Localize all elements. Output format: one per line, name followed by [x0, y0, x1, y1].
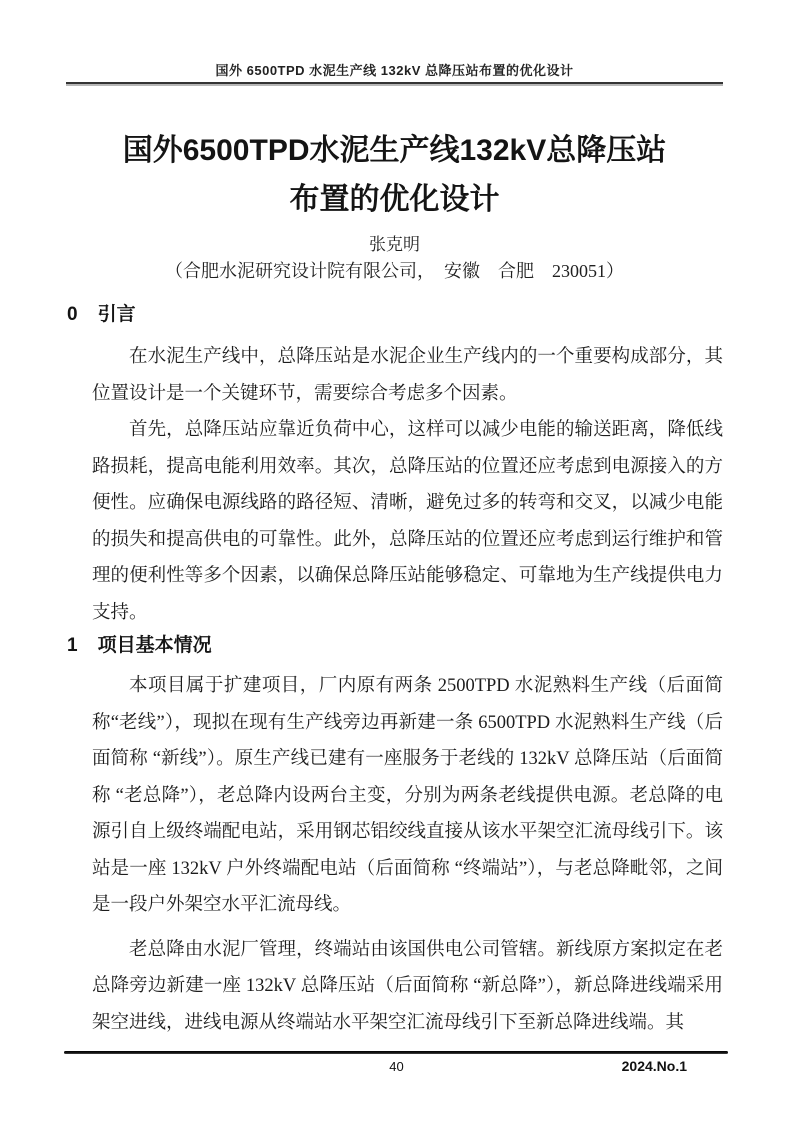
section-heading-0 [66, 300, 723, 330]
footer-rule [64, 1051, 728, 1054]
article-title-line2: 布置的优化设计 [289, 183, 500, 216]
section-heading-1 [66, 631, 723, 661]
paragraph: 老总降由水泥厂管理，终端站由该国供电公司管辖。新线原方案拟定在老总降旁边新建一座 132kV 总降压站（后面简称 “新总降”），新总降进线端采用架空进线，进线电源从终端站水平架空汇流母线引下至新总降进线端。其 [92, 939, 723, 1033]
section-number: 0 [67, 304, 78, 325]
running-header-title: 国外 6500TPD 水泥生产线 132kV 总降压站布置的优化设计 [215, 63, 574, 78]
section-title: 项目基本情况 [97, 635, 212, 656]
paragraph: 本项目属于扩建项目，厂内原有两条 2500TPD 水泥熟料生产线（后面简称“老线”），现拟在现有生产线旁边再新建一条 6500TPD 水泥熟料生产线（后面简称 “新线”）。原生产线已建有一座服务于老线的 132kV 总降压站（后面简称 “老总降”），老总降内设两台主变，分别为两条老线提供电源。老总降的电源引自上级终端配电站，采用钢芯铝绞线直接从该水平架空汇流母线引下。该站是一座 132kV 户外终端配电站（后面简称 “终端站”），与老总降毗邻，之间是一段户外架空水平汇流母线。 [92, 676, 723, 915]
page-number: 40 [389, 1059, 404, 1074]
section-title: 引言 [97, 304, 136, 325]
author-affiliation: （合肥水泥研究设计院有限公司， 安徽 合肥 230051） [165, 261, 624, 281]
paragraph: 首先，总降压站应靠近负荷中心，这样可以减少电能的输送距离，降低线路损耗，提高电能利用效率。其次，总降压站的位置还应考虑到电源接入的方便性。应确保电源线路的路径短、清晰，避免过多的转弯和交叉，以减少电能的损失和提高供电的可靠性。此外，总降压站的位置还应考虑到运行维护和管理的便利性等多个因素，以确保总降压站能够稳定、可靠地为生产线提供电力支持。 [92, 420, 723, 623]
issue-label: 2024.No.1 [621, 1058, 687, 1074]
article-title [66, 126, 723, 224]
paragraph: 在水泥生产线中，总降压站是水泥企业生产线内的一个重要构成部分，其位置设计是一个关键环节，需要综合考虑多个因素。 [92, 347, 723, 404]
article-content [66, 0, 723, 1041]
section-number: 1 [67, 635, 78, 656]
author-name: 张克明 [369, 235, 420, 254]
article-title-line1: 国外6500TPD水泥生产线132kV总降压站 [122, 134, 667, 167]
